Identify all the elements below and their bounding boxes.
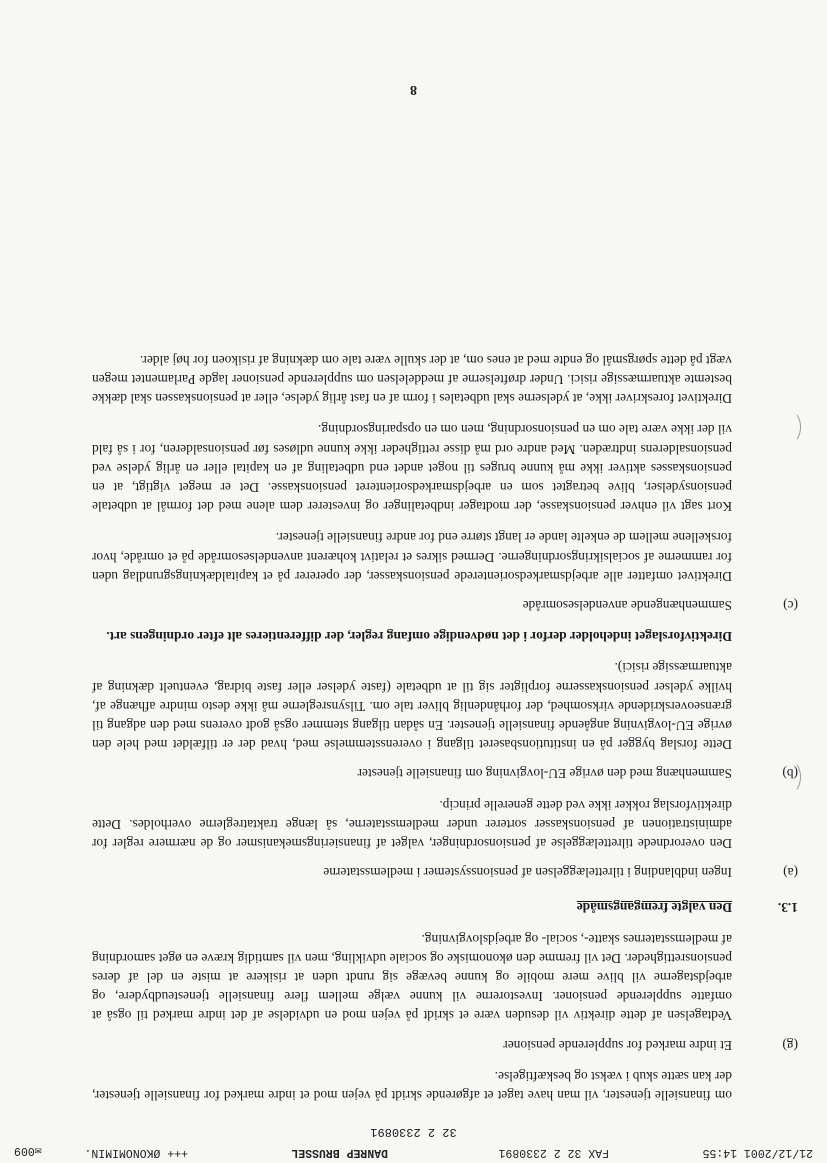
phone-line: 32 2 2330891 <box>370 1125 457 1139</box>
item-c <box>92 596 798 615</box>
fax-datetime: 21/12/2001 14:55 <box>702 1146 813 1159</box>
item-b-label: (b) <box>782 766 798 782</box>
item-g-label: (g) <box>782 1037 798 1053</box>
fax-page-counter: ✉009 <box>14 1144 42 1157</box>
item-b-title: Sammenhæng med den øvrige EU-lovgivning om finansielle tjenester <box>357 766 732 782</box>
paragraph-b-1: Dette forslag bygger på en institutionsbaseret tilgang i overensstemmelse med, hvad der er tilfældet med hele den øvrige EU-lovgivning angående finansielle tjenester. En sådan tilgang stemmer også godt overens med den adgang til grænseoverskridende virksomhed, der forhåndenlig bliver tale om. Tilsynsreglerne må ikke desto mindre afhænge af, hvilke ydelser pensionskasserne forpligter sig til at udbetale (faste ydelser eller faste bidrag, eventuelt dækning af aktuarmæssige risici). <box>92 660 732 753</box>
item-g <box>92 1035 798 1054</box>
section-number: 1.3. <box>777 900 798 916</box>
intro-paragraph: om finansielle tjenester, vil man have taget et afgørende skridt på vejen mod et indre marked for finansielle tjenester, der kan sætte skub i vækst og beskæftigelse. <box>92 1068 732 1103</box>
paragraph-c-3: Direktivet foreskriver ikke, at ydelserne skal udbetales i form af en fast årlig ydelse, eller at pensionskassen skal dække bestemte aktuarmæssige risici. Under drøftelserne af meddelelsen om supplerende pensioner lagde Parlamentet megen vægt på dette spørgsmål og endte med at enes om, at der skulle være tale om dækning af risikoen for høj alder. <box>92 352 732 407</box>
paragraph-b-2: Direktivforslaget indeholder derfor i det nødvendige omfang regler, der differentieres alt efter ordningens art. <box>106 629 732 645</box>
fax-header <box>14 1141 813 1159</box>
fax-sender: DANREP BRUSSEL <box>291 1146 388 1159</box>
punch-hole-mark <box>781 411 801 443</box>
section-heading <box>92 898 798 917</box>
item-a <box>92 863 798 882</box>
punch-hole-mark <box>781 761 801 793</box>
paragraph-c-2: Kort sagt vil enhver pensionskasse, der modtager indbetalinger og investerer dem alene med det formål at udbetale pensionsydelser, blive betragtet som en arbejdsmarkedsorienteret pensionskasse. Det er meget vigtigt, at en pensionskasses aktiver ikke må kunne bruges til noget andet end udbetaling af en kapital eller en årlig ydelse ved pensionsalderens indtræden. Med andre ord må disse rettigheder ikke kunne udløses før pensionsalderen, for i så fald vil der ikke være tale om en pensionsordning, men om en opsparingsordning. <box>92 422 732 515</box>
item-a-label: (a) <box>783 865 798 881</box>
paragraph-a: Den overordnede tilrettelæggelse af pensionsordninger, valget af finansieringsmekanismer og de nærmere regler for administrationen af pensionskasser sorterer under medlemsstaterne, så længe traktatreglerne overholdes. Dette direktivforslag rokker ikke ved dette generelle princip. <box>92 797 732 851</box>
section-title: Den valgte fremgangsmåde <box>576 900 732 916</box>
fax-number: FAX 32 2 2330891 <box>498 1146 609 1159</box>
item-c-title: Sammenhængende anvendelsesområde <box>522 597 732 613</box>
item-b <box>92 764 798 783</box>
paragraph-g: Vedtagelsen af dette direktiv vil desuden være et skridt på vejen mod en udvidelse af det indre marked til også at omfatte supplerende pensioner. Investorerne vil kunne vælge mellem flere finansielle tjenesteudbydere, og arbejdstagerne vil blive mere mobile og kunne bevæge sig rundt uden at risikere at miste en del af deres pensionsrettigheder. Det vil fremme den økonomiske og sociale udvikling, men vil samtidig kræve en øget samordning af medlemsstaternes skatte-, social- og arbejdslovgivning. <box>92 931 732 1024</box>
item-g-title: Et indre marked for supplerende pensioner <box>503 1037 732 1053</box>
page-number: 8 <box>410 82 417 97</box>
document-body <box>92 339 798 1106</box>
item-c-label: (c) <box>783 597 798 613</box>
item-a-title: Ingen indblanding i tilrettelæggelsen af pensionssystemer i medlemsstaterne <box>323 865 732 881</box>
paragraph-c-1: Direktivet omfatter alle arbejdsmarkedsorienterede pensionskasser, der opererer på et kapitaldækningsgrundlag uden for rammerne af socialsikringsordningerne. Dermed sikres et relativt kohærent anvendelsesområde på et område, hvor forskellene mellem de enkelte lande er langt større end for andre finansielle tjenester. <box>92 530 732 584</box>
fax-destination: +++ ØKONOMIMIN. <box>84 1146 188 1159</box>
